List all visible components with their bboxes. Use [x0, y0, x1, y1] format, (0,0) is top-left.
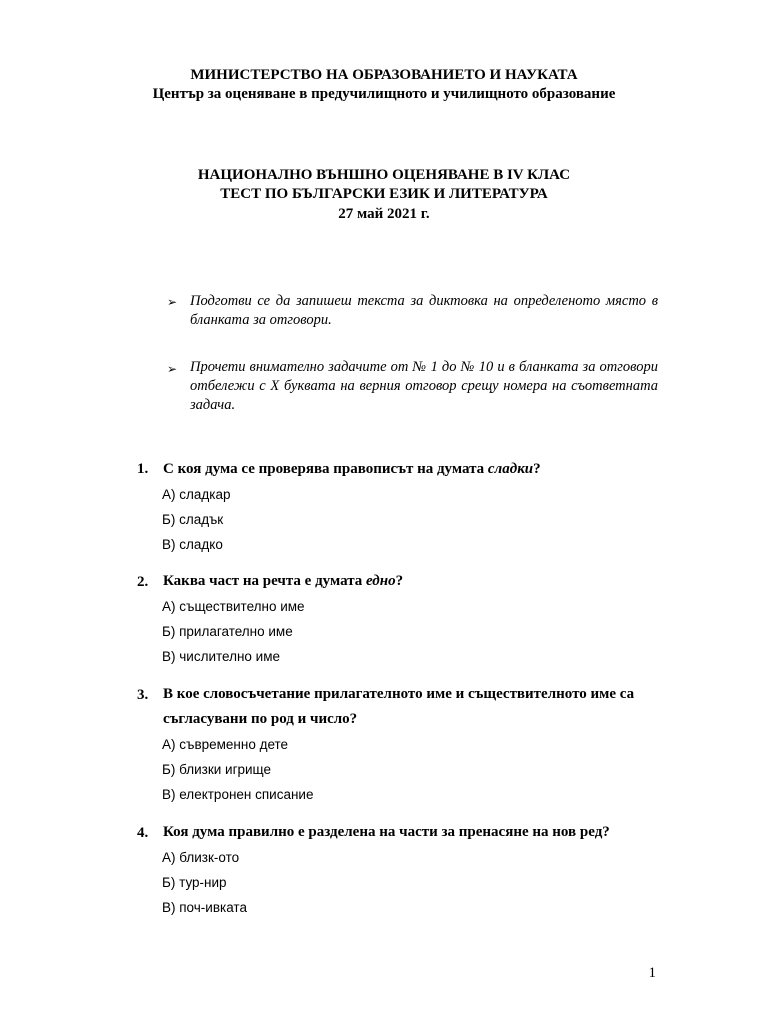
- question-number: 4.: [137, 825, 149, 841]
- question-number: 3.: [137, 687, 149, 703]
- exam-title: НАЦИОНАЛНО ВЪНШНО ОЦЕНЯВАНЕ В IV КЛАС: [197, 167, 571, 183]
- question-text-line: В кое словосъчетание прилагателното име и съществителното име са: [163, 686, 635, 702]
- answer-option: Б) близки игрище: [162, 762, 272, 777]
- question-number: 2.: [137, 574, 149, 590]
- question-text: С коя дума се проверява правописът на думата сладки?: [163, 461, 541, 477]
- answer-option: В) електронен списание: [162, 787, 314, 802]
- answer-option: Б) тур-нир: [162, 875, 227, 890]
- ministry-heading: МИНИСТЕРСТВО НА ОБРАЗОВАНИЕТО И НАУКАТА: [190, 67, 578, 83]
- answer-option: В) поч-ивката: [162, 900, 247, 915]
- answer-option: А) близк-ото: [162, 850, 240, 865]
- instruction-answers: Прочети внимателно задачите от № 1 до № 10 и в бланката за отговори отбележи с Х буквата на верния отговор срещу номера на съответната задача.: [190, 359, 658, 413]
- page-number: 1: [648, 965, 656, 981]
- answer-option: Б) прилагателно име: [162, 624, 293, 639]
- question-number: 1.: [137, 461, 149, 477]
- exam-date: 27 май 2021 г.: [338, 206, 430, 222]
- answer-option: А) съществително име: [162, 599, 305, 614]
- question-text: Коя дума правилно е разделена на части за пренасяне на нов ред?: [163, 824, 610, 840]
- answer-option: В) числително име: [162, 649, 281, 664]
- question-text-line: съгласувани по род и число?: [163, 711, 358, 727]
- center-heading: Център за оценяване в предучилищното и училищното образование: [152, 86, 616, 102]
- answer-option: А) сладкар: [162, 487, 231, 502]
- instruction-bullet-icon: ➢: [167, 362, 178, 376]
- question-emphasis: едно: [366, 573, 396, 589]
- question-emphasis: сладки: [487, 461, 534, 477]
- answer-option: Б) сладък: [162, 512, 224, 527]
- instruction-dictation: Подготви се да запишеш текста за диктовка на определеното място в бланката за отговори.: [190, 293, 658, 328]
- test-subject: ТЕСТ ПО БЪЛГАРСКИ ЕЗИК И ЛИТЕРАТУРА: [220, 186, 548, 202]
- answer-option: А) съвременно дете: [162, 737, 289, 752]
- instruction-bullet-icon: ➢: [167, 295, 178, 309]
- question-text: Каква част на речта е думата едно?: [163, 573, 404, 589]
- answer-option: В) сладко: [162, 537, 223, 552]
